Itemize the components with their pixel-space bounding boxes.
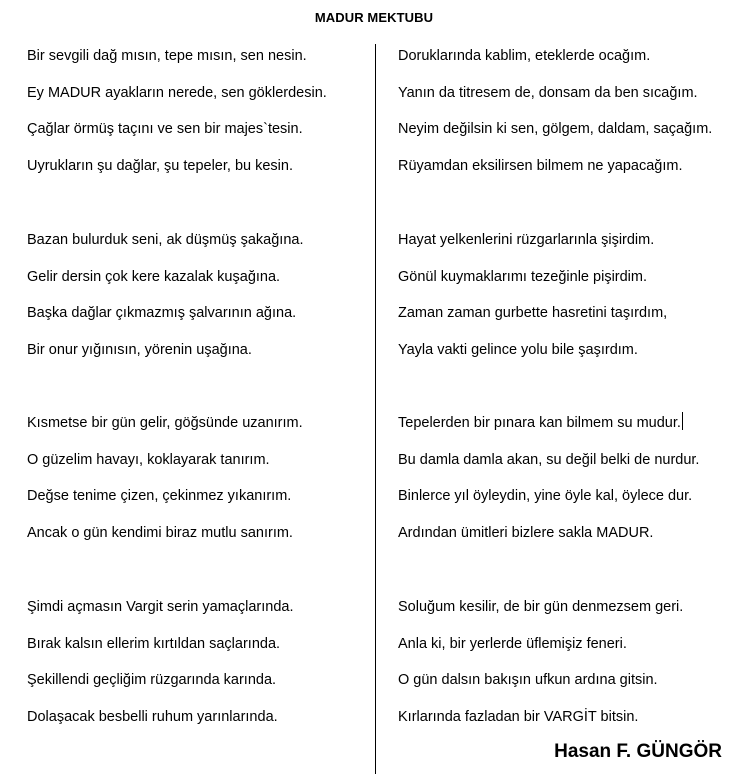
poem-line: Dolaşacak besbelli ruhum yarınlarında. <box>27 709 278 726</box>
left-stanza-4 <box>27 595 293 742</box>
poem-line: Kısmetse bir gün gelir, göğsünde uzanırım. <box>27 415 303 431</box>
poem-line: Soluğum kesilir, de bir gün denmezsem geri. <box>398 599 684 615</box>
poem-line: Değse tenime çizen, çekinmez yıkanırım. <box>27 488 292 505</box>
poem-line: Çağlar örmüş taçını ve sen bir majes`tesin. <box>27 121 303 138</box>
poem-line: Şekillendi geçliğim rüzgarında karında. <box>27 672 277 689</box>
left-stanza-2 <box>27 228 303 375</box>
poem-line[interactable] <box>398 411 699 448</box>
right-stanza-2 <box>398 228 667 375</box>
right-stanza-3 <box>398 411 699 558</box>
poem-line: Bırak kalsın ellerim kırtıldan saçlarında. <box>27 635 281 652</box>
poem-line: Kırlarında fazladan bir VARGİT bitsin. <box>398 709 639 726</box>
poem-line: Yanın da titresem de, donsam da ben sıcağım. <box>398 84 698 101</box>
poem-line: Bir onur yığınısın, yörenin uşağına. <box>27 342 252 359</box>
poem-line: Şimdi açmasın Vargit serin yamaçlarında. <box>27 599 294 615</box>
poem-line: Başka dağlar çıkmazmış şalvarının ağına. <box>27 305 297 322</box>
poem-line: Yayla vakti gelince yolu bile şaşırdım. <box>398 342 638 359</box>
poem-line: Ancak o gün kendimi biraz mutlu sanırım. <box>27 525 293 542</box>
poem-line: Uyrukların şu dağlar, şu tepeler, bu kesin. <box>27 158 293 175</box>
author-signature: Hasan F. GÜNGÖR <box>554 741 722 762</box>
poem-line: O gün dalsın bakışın ufkun ardına gitsin. <box>398 672 658 689</box>
poem-line: Rüyamdan eksilirsen bilmem ne yapacağım. <box>398 158 683 175</box>
poem-line: Ardından ümitleri bizlere sakla MADUR. <box>398 525 654 542</box>
poem-line: Bir sevgili dağ mısın, tepe mısın, sen nesin. <box>27 48 307 64</box>
poem-line: Bu damla damla akan, su değil belki de nurdur. <box>398 451 700 468</box>
poem-line: Bazan bulurduk seni, ak düşmüş şakağına. <box>27 232 304 248</box>
poem-line: Doruklarında kablim, eteklerde ocağım. <box>398 48 651 64</box>
right-stanza-1 <box>398 44 712 191</box>
poem-line-text: Tepelerden bir pınara kan bilmem su mudur. <box>398 415 681 431</box>
left-stanza-3 <box>27 411 303 558</box>
right-stanza-4 <box>398 595 683 742</box>
poem-line: Ey MADUR ayakların nerede, sen göklerdesin. <box>27 84 327 101</box>
text-cursor <box>682 412 683 430</box>
poem-line: Anla ki, bir yerlerde üflemişiz feneri. <box>398 635 627 652</box>
left-stanza-1 <box>27 44 327 191</box>
column-divider <box>375 44 376 774</box>
poem-line: Gelir dersin çok kere kazalak kuşağına. <box>27 268 281 285</box>
poem-line: Gönül kuymaklarımı tezeğinle pişirdim. <box>398 268 648 285</box>
poem-line: Zaman zaman gurbette hasretini taşırdım, <box>398 305 668 322</box>
poem-line: Binlerce yıl öyleydin, yine öyle kal, öylece dur. <box>398 488 693 505</box>
poem-line: Neyim değilsin ki sen, gölgem, daldam, saçağım. <box>398 121 713 138</box>
poem-title: MADUR MEKTUBU <box>314 10 434 25</box>
poem-line: Hayat yelkenlerini rüzgarlarınla şişirdim. <box>398 232 655 248</box>
poem-line: O güzelim havayı, koklayarak tanırım. <box>27 451 270 468</box>
